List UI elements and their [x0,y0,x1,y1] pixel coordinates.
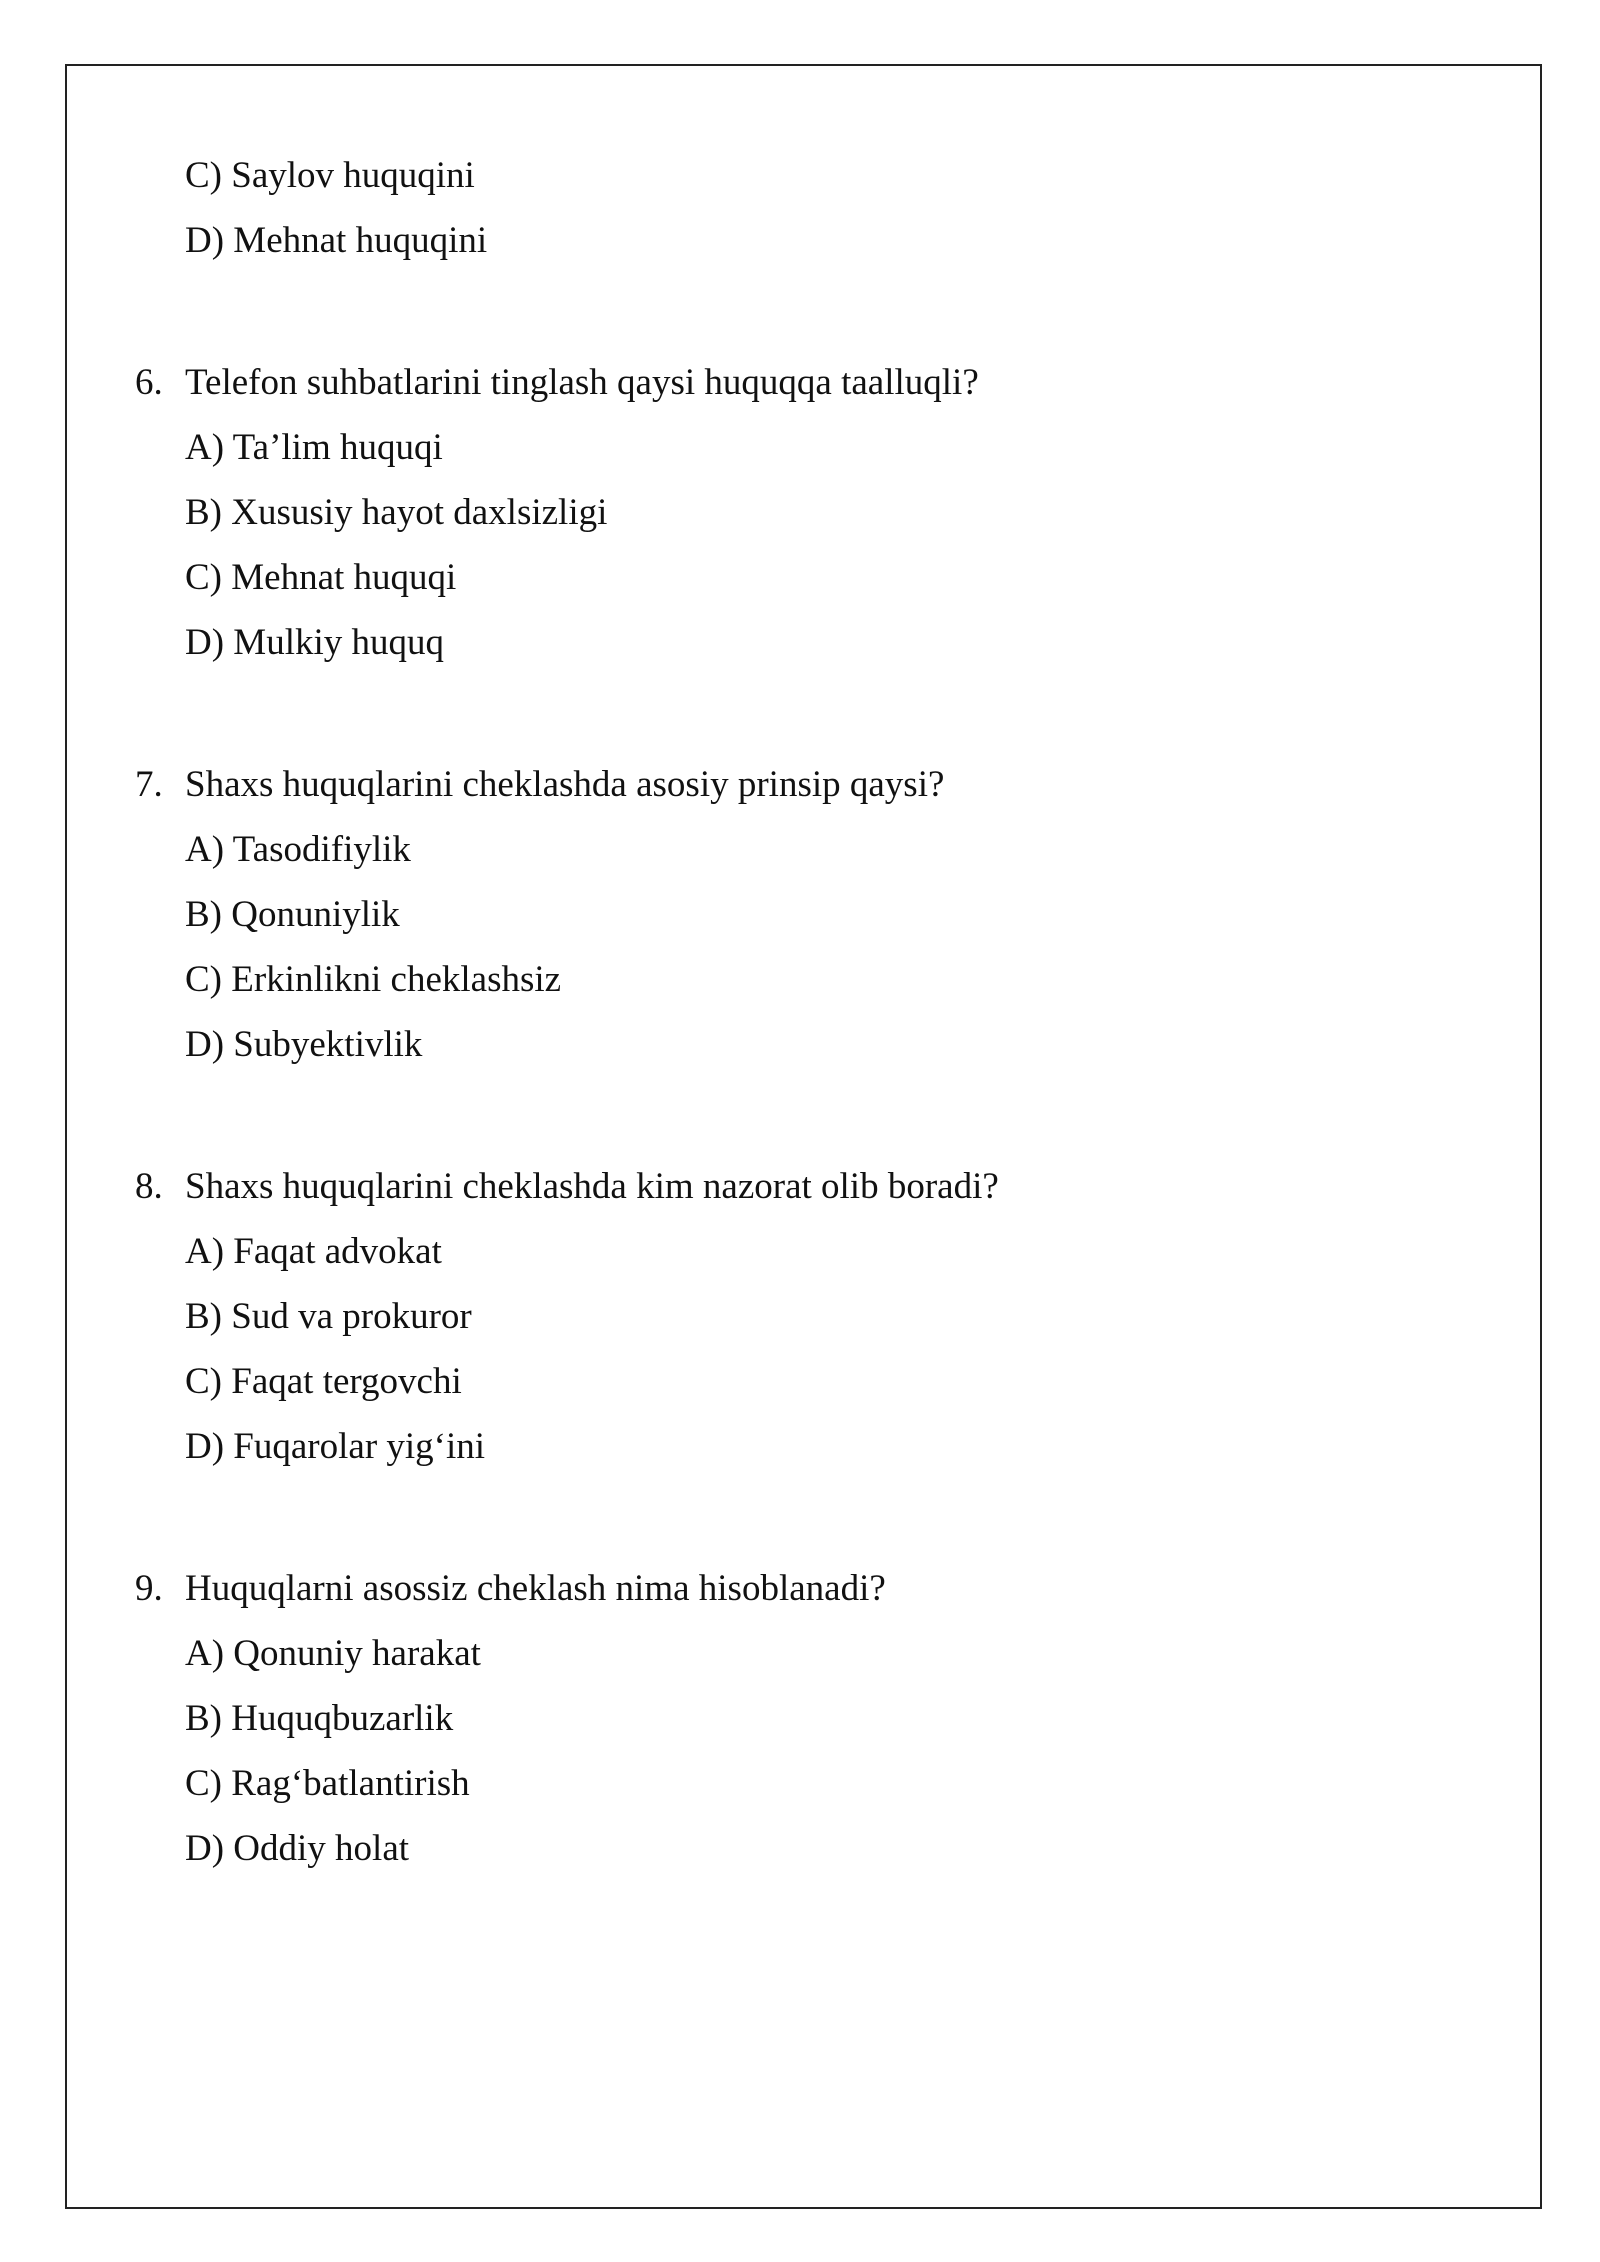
option-9-b: B) Huquqbuzarlik [185,1698,454,1739]
question-7-number: 7. [135,764,163,805]
option-6-b: B) Xususiy hayot daxlsizligi [185,492,608,533]
option-9-c: C) Rag‘batlantirish [185,1763,470,1804]
option-9-d: D) Oddiy holat [185,1828,410,1869]
option-6-c: C) Mehnat huquqi [185,557,457,598]
question-6-text: Telefon suhbatlarini tinglash qaysi huquqqa taalluqli? [185,362,979,403]
option-7-d: D) Subyektivlik [185,1024,423,1065]
question-6-number: 6. [135,362,163,403]
option-9-a: A) Qonuniy harakat [185,1633,481,1674]
option-5-c: C) Saylov huquqini [185,155,475,196]
option-6-d: D) Mulkiy huquq [185,622,444,663]
question-9-text: Huquqlarni asossiz cheklash nima hisoblanadi? [185,1568,886,1609]
question-8-number: 8. [135,1166,163,1207]
option-8-a: A) Faqat advokat [185,1231,442,1272]
option-6-a: A) Ta’lim huquqi [185,427,443,468]
option-7-c: C) Erkinlikni cheklashsiz [185,959,562,1000]
option-7-b: B) Qonuniylik [185,894,400,935]
question-9-number: 9. [135,1568,163,1609]
option-5-d: D) Mehnat huquqini [185,220,488,261]
question-8-text: Shaxs huquqlarini cheklashda kim nazorat olib boradi? [185,1166,999,1207]
option-7-a: A) Tasodifiylik [185,829,411,870]
option-8-c: C) Faqat tergovchi [185,1361,462,1402]
option-8-d: D) Fuqarolar yig‘ini [185,1426,486,1467]
question-7-text: Shaxs huquqlarini cheklashda asosiy prinsip qaysi? [185,764,945,805]
option-8-b: B) Sud va prokuror [185,1296,472,1337]
